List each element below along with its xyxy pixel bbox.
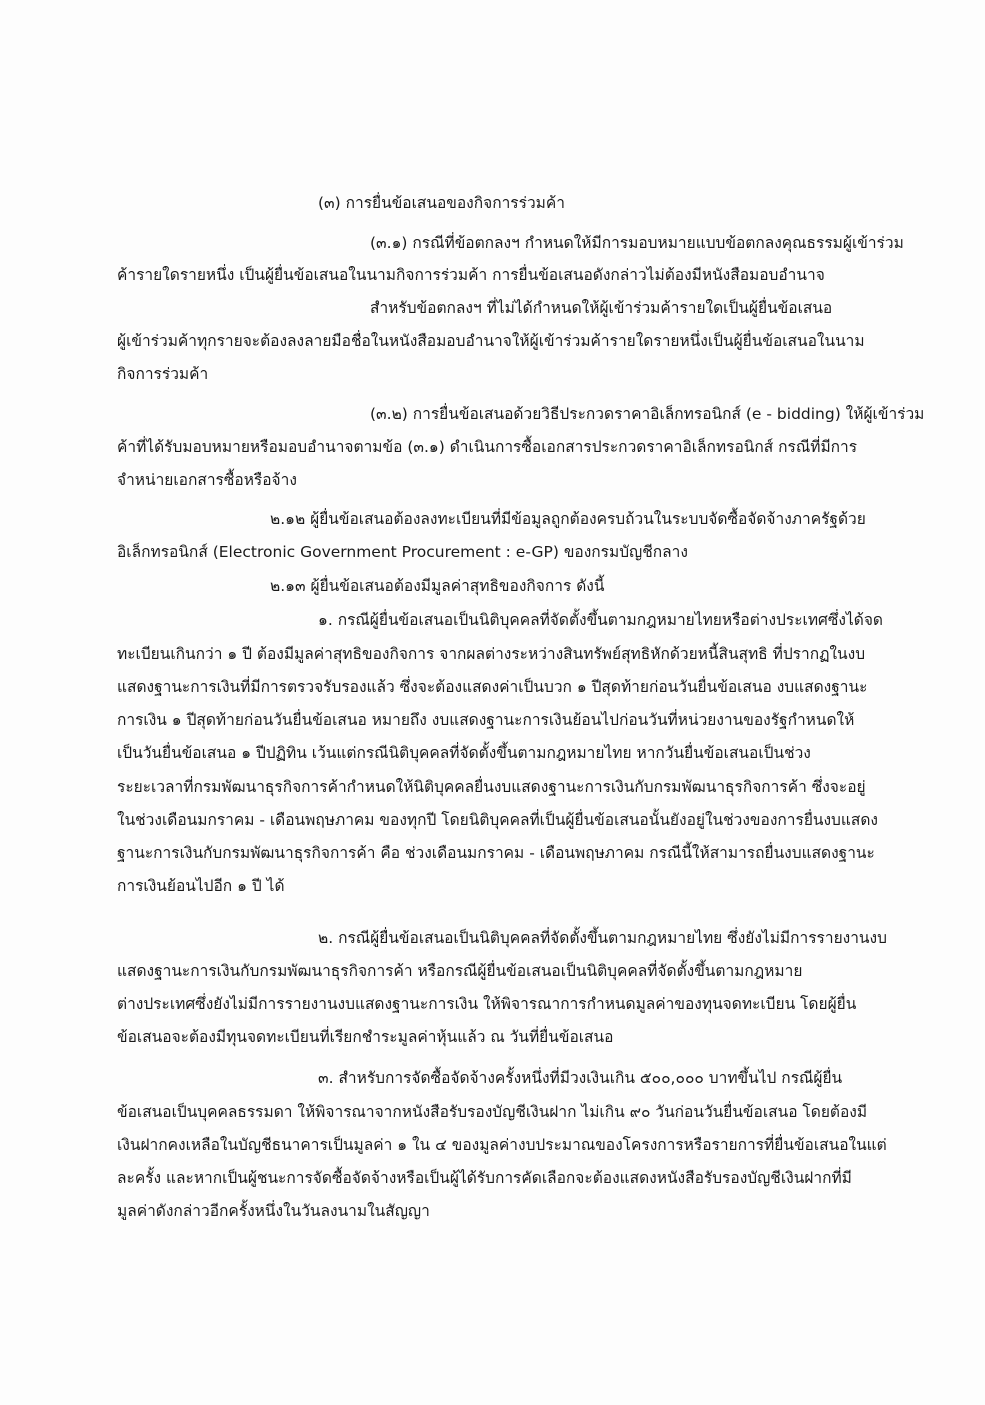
text-line: ต่างประเทศซึ่งยังไม่มีการรายงานงบแสดงฐานะการเงิน ให้พิจารณาการกำหนดมูลค่าของทุนจดทะเบียน โดยผู้ยื่น bbox=[117, 995, 857, 1013]
text-line: ละครั้ง และหากเป็นผู้ชนะการจัดซื้อจัดจ้างหรือเป็นผู้ได้รับการคัดเลือกจะต้องแสดงหนังสือรับรองบัญชีเงินฝากที่มี bbox=[117, 1169, 852, 1187]
text-line: ค้าที่ได้รับมอบหมายหรือมอบอำนาจตามข้อ (๓.๑) ดำเนินการซื้อเอกสารประกวดราคาอิเล็กทรอนิกส์ กรณีที่มีการ bbox=[117, 438, 858, 456]
text-line: (๓.๒) การยื่นข้อเสนอด้วยวิธีประกวดราคาอิเล็กทรอนิกส์ (e - bidding) ให้ผู้เข้าร่วม bbox=[370, 405, 925, 423]
text-line: ๑. กรณีผู้ยื่นข้อเสนอเป็นนิติบุคคลที่จัดตั้งขึ้นตามกฎหมายไทยหรือต่างประเทศซึ่งได้จด bbox=[318, 611, 883, 629]
text-line: ทะเบียนเกินกว่า ๑ ปี ต้องมีมูลค่าสุทธิของกิจการ จากผลต่างระหว่างสินทรัพย์สุทธิหักด้วยหนี้สินสุทธิ ที่ปรากฏในงบ bbox=[117, 645, 866, 663]
text-line: ในช่วงเดือนมกราคม - เดือนพฤษภาคม ของทุกปี โดยนิติบุคคลที่เป็นผู้ยื่นข้อเสนอนั้นยังอยู่ในช่วงของการยื่นงบแสดง bbox=[117, 811, 878, 829]
text-line: ฐานะการเงินกับกรมพัฒนาธุรกิจการค้า คือ ช่วงเดือนมกราคม - เดือนพฤษภาคม กรณีนี้ให้สามารถยื่นงบแสดงฐานะ bbox=[117, 844, 875, 862]
text-line: ข้อเสนอจะต้องมีทุนจดทะเบียนที่เรียกชำระมูลค่าหุ้นแล้ว ณ วันที่ยื่นข้อเสนอ bbox=[117, 1028, 614, 1046]
text-line: สำหรับข้อตกลงฯ ที่ไม่ได้กำหนดให้ผู้เข้าร่วมค้ารายใดเป็นผู้ยื่นข้อเสนอ bbox=[370, 299, 833, 317]
text-line: ๓. สำหรับการจัดซื้อจัดจ้างครั้งหนึ่งที่มีวงเงินเกิน ๕๐๐,๐๐๐ บาทขึ้นไป กรณีผู้ยื่น bbox=[318, 1069, 843, 1087]
clause-2-13: ๒.๑๓ ผู้ยื่นข้อเสนอต้องมีมูลค่าสุทธิของกิจการ ดังนี้ bbox=[270, 577, 605, 595]
text-line: ผู้เข้าร่วมค้าทุกรายจะต้องลงลายมือชื่อในหนังสือมอบอำนาจให้ผู้เข้าร่วมค้ารายใดรายหนึ่งเป็นผู้ยื่นข้อเสนอในนาม bbox=[117, 332, 865, 350]
text-line: (๓.๑) กรณีที่ข้อตกลงฯ กำหนดให้มีการมอบหมายแบบข้อตกลงคุณธรรมผู้เข้าร่วม bbox=[370, 234, 904, 252]
text-line: เงินฝากคงเหลือในบัญชีธนาคารเป็นมูลค่า ๑ ใน ๔ ของมูลค่างบประมาณของโครงการหรือรายการที่ยื่นข้อเสนอในแต่ bbox=[117, 1136, 887, 1154]
text-line: ๒. กรณีผู้ยื่นข้อเสนอเป็นนิติบุคคลที่จัดตั้งขึ้นตามกฎหมายไทย ซึ่งยังไม่มีการรายงานงบ bbox=[318, 929, 887, 947]
text-line: ข้อเสนอเป็นบุคคลธรรมดา ให้พิจารณาจากหนังสือรับรองบัญชีเงินฝาก ไม่เกิน ๙๐ วันก่อนวันยื่นข้อเสนอ โดยต้องมี bbox=[117, 1103, 868, 1121]
text-line: จำหน่ายเอกสารซื้อหรือจ้าง bbox=[117, 471, 297, 489]
heading-joint-venture-bid: (๓) การยื่นข้อเสนอของกิจการร่วมค้า bbox=[318, 194, 565, 212]
text-line: มูลค่าดังกล่าวอีกครั้งหนึ่งในวันลงนามในสัญญา bbox=[117, 1202, 430, 1220]
text-line: ค้ารายใดรายหนึ่ง เป็นผู้ยื่นข้อเสนอในนามกิจการร่วมค้า การยื่นข้อเสนอดังกล่าวไม่ต้องมีหนังสือมอบอำนาจ bbox=[117, 266, 825, 284]
clause-2-12: ๒.๑๒ ผู้ยื่นข้อเสนอต้องลงทะเบียนที่มีข้อมูลถูกต้องครบถ้วนในระบบจัดซื้อจัดจ้างภาครัฐด้วย bbox=[270, 510, 866, 528]
text-line: เป็นวันยื่นข้อเสนอ ๑ ปีปฏิทิน เว้นแต่กรณีนิติบุคคลที่จัดตั้งขึ้นตามกฎหมายไทย หากวันยื่นข้อเสนอเป็นช่วง bbox=[117, 744, 811, 762]
text-line: อิเล็กทรอนิกส์ (Electronic Government Procurement : e-GP) ของกรมบัญชีกลาง bbox=[117, 543, 688, 561]
text-line: แสดงฐานะการเงินกับกรมพัฒนาธุรกิจการค้า หรือกรณีผู้ยื่นข้อเสนอเป็นนิติบุคคลที่จัดตั้งขึ้นตามกฎหมาย bbox=[117, 962, 803, 980]
text-line: การเงิน ๑ ปีสุดท้ายก่อนวันยื่นข้อเสนอ หมายถึง งบแสดงฐานะการเงินย้อนไปก่อนวันที่หน่วยงานของรัฐกำหนดให้ bbox=[117, 711, 855, 729]
text-line: ระยะเวลาที่กรมพัฒนาธุรกิจการค้ากำหนดให้นิติบุคคลยื่นงบแสดงฐานะการเงินกับกรมพัฒนาธุรกิจการค้า ซึ่งจะอยู่ bbox=[117, 778, 866, 796]
text-line: การเงินย้อนไปอีก ๑ ปี ได้ bbox=[117, 877, 285, 895]
text-line: กิจการร่วมค้า bbox=[117, 365, 209, 383]
text-line: แสดงฐานะการเงินที่มีการตรวจรับรองแล้ว ซึ่งจะต้องแสดงค่าเป็นบวก ๑ ปีสุดท้ายก่อนวันยื่นข้อเสนอ งบแสดงฐานะ bbox=[117, 678, 868, 696]
